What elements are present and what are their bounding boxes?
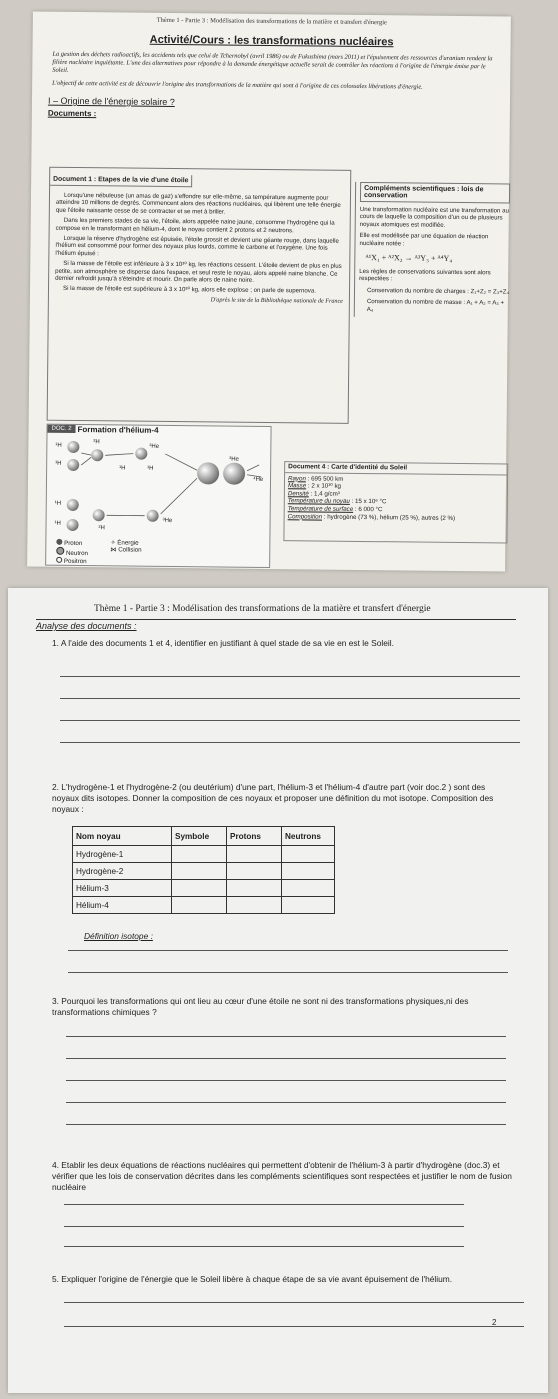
answer-line[interactable] — [66, 1102, 506, 1103]
collision-icon: ⋈ — [110, 546, 117, 554]
page-2 — [8, 588, 548, 1393]
table-row — [73, 846, 335, 863]
question-4: 4. Etablir les deux équations de réactions nucléaires qui permettent d'obtenir de l'hélium-3 à partir d'hydrogène (doc.3) et vérifier que les lois de conservation décrites dans les compléments scientifiques sont respectées et justifier le nom de fusion nucléaire — [52, 1160, 512, 1192]
table-row — [73, 863, 335, 880]
nucleus-name-cell: Hélium-4 — [73, 897, 172, 914]
doc1-paragraph: Si la masse de l'étoile est supérieure à 3 x 10³⁰ kg, alors elle explose ; on parle de supernova. — [62, 285, 316, 295]
nucleus-label: ¹H — [54, 520, 61, 527]
answer-line[interactable] — [66, 1124, 506, 1125]
answer-line[interactable] — [60, 742, 520, 743]
nucleus-label: ¹H — [55, 460, 62, 467]
answer-line[interactable] — [64, 1302, 524, 1303]
intro-paragraph: La gestion des déchets radioactifs, les accidents tels que celui de Tchernobyl (avril 1986) ou de Fukushima (mars 2011) et l'épuisement des ressources d'uranium rendent la filière nucléaire inquiétante. L'une des alternatives pour répondre à la demande énergétique actuelle serait de contrôler les réactions à l'origine de l'énergie émise par le Soleil. — [52, 50, 493, 74]
nuclear-equation: ᴬ¹X₁ + ᴬ²X₂ → ᴬ³Y₃ + ᴬ⁴Y₄ — [365, 253, 453, 263]
table-row — [73, 880, 335, 897]
isotope-table — [72, 826, 335, 914]
doc1-paragraph: Dans les premiers stades de sa vie, l'étoile, alors appelée naine jaune, consomme l'hydrogène qui la compose en le transformant en hélium-4, dont le noyau contient 2 protons et 2 neutrons. — [55, 217, 335, 234]
document-4-box — [283, 461, 508, 543]
answer-line[interactable] — [68, 950, 508, 951]
nucleus-label: ¹H — [119, 465, 126, 472]
definition-label: Définition isotope : — [84, 931, 153, 941]
nucleus-label: ¹H — [147, 465, 154, 472]
document-1-box — [47, 167, 352, 424]
legend-energy: Énergie — [117, 539, 139, 547]
doc1-paragraph: Lorsqu'une nébuleuse (un amas de gaz) s'effondre sur elle-même, sa température augmente pour atteindre 10 millions de degrés. Commencent alors des réactions nucléaires, qui libèrent une telle énergie que l'étoile naissante cesse de se contracter et se met à briller. — [55, 191, 341, 216]
doc4-row: Rayon : 695 500 km — [288, 474, 344, 483]
header-divider — [36, 619, 516, 620]
section-title: I – Origine de l'énergie solaire ? — [47, 95, 175, 108]
question-5: 5. Expliquer l'origine de l'énergie que le Soleil libère à chaque étape de sa vie avant épuisement de l'hélium. — [52, 1274, 453, 1284]
objective-paragraph: L'objectif de cette activité est de découvrir l'origine des transformations de la matière qui sont à l'origine de ces colossales libérations d'énergie. — [52, 79, 423, 91]
nucleus-name-cell: Hélium-3 — [73, 880, 172, 897]
nucleus-label: ³He — [162, 517, 173, 524]
complements-box — [354, 182, 510, 319]
nucleus-label: ¹H — [55, 442, 62, 449]
neutrons-cell[interactable] — [282, 897, 335, 914]
answer-line[interactable] — [68, 972, 508, 973]
document-1-title: Document 1 : Etapes de la vie d'une étoile — [50, 174, 192, 187]
nucleus-name-cell: Hydrogène-2 — [73, 863, 172, 880]
analysis-title: Analyse des documents : — [36, 621, 137, 631]
legend-collision: Collision — [118, 546, 142, 554]
answer-line[interactable] — [64, 1204, 464, 1205]
doc2-tag: DOC. 2 — [48, 425, 76, 433]
page-title: Activité/Cours : les transformations nucléaires — [149, 33, 394, 49]
nucleus-label: ³He — [149, 443, 160, 450]
nucleus-label: ²H — [98, 525, 105, 532]
nucleus-name-cell: Hydrogène-1 — [73, 846, 172, 863]
answer-line[interactable] — [60, 698, 520, 699]
question-3: 3. Pourquoi les transformations qui ont lieu au cœur d'une étoile ne sont ni des transformations physiques,ni des transformations chimiques ? — [52, 996, 469, 1017]
column-header: Nom noyau — [73, 827, 172, 846]
doc4-row: Température de surface : 6 000 °C — [287, 505, 383, 514]
neutrons-cell[interactable] — [282, 880, 335, 897]
question-1: 1. A l'aide des documents 1 et 4, identifier en justifiant à quel stade de sa vie en est le Soleil. — [52, 638, 394, 648]
legend-proton: Proton — [64, 539, 83, 548]
page-header: Thème 1 - Partie 3 : Modélisation des transformations de la matière et transfert d'énergie — [156, 16, 387, 27]
doc1-paragraph: Si la masse de l'étoile est inférieure à 3 x 10³⁰ kg, les réactions cessent. L'étoile devient de plus en plus petite, son atmosphère se disperse dans l'espace, et seul reste le noyau, alors appelé naine blanche. Ce dernier refroidit jusqu'à s'éteindre et mourir. On parle alors de naine noire. — [55, 260, 342, 284]
conservation-rule: Conservation du nombre de masse : A₁ + A₂ = A₃ + A₄ — [366, 298, 505, 313]
question-2: 2. L'hydrogène-1 et l'hydrogène-2 (ou deutérium) d'une part, l'hélium-3 et l'hélium-4 d'autre part (voir doc.2 ) sont des noyaux dits isotopes. Donner la composition de ces noyaux et proposer une définition du mot isotope. Composition des noyaux : — [52, 782, 494, 814]
answer-line[interactable] — [66, 1058, 506, 1059]
answer-line[interactable] — [64, 1246, 464, 1247]
column-header: Symbole — [172, 827, 227, 846]
neutrons-cell[interactable] — [282, 863, 335, 880]
protons-cell[interactable] — [227, 897, 282, 914]
conservation-rule: Conservation du nombre de charges : Z₁+Z₂ = Z₃+Z₄ — [366, 286, 510, 296]
nucleus-label: ³He — [229, 456, 239, 463]
column-header: Protons — [227, 827, 282, 846]
complements-title: Compléments scientifiques : lois de conservation — [360, 182, 510, 204]
column-header: Neutrons — [282, 827, 335, 846]
protons-cell[interactable] — [227, 880, 282, 897]
answer-line[interactable] — [64, 1326, 524, 1327]
legend-positron: Positron — [63, 557, 87, 566]
doc4-title: Document 4 : Carte d'identité du Soleil — [285, 462, 507, 475]
doc1-source: D'après le site de la Bibliothèque nationale de France — [210, 297, 343, 305]
symbol-cell[interactable] — [172, 863, 227, 880]
legend-neutron: Neutron — [65, 549, 89, 558]
nucleus-label: ²H — [93, 439, 100, 446]
nucleus-label: ¹H — [54, 500, 62, 507]
symbol-cell[interactable] — [172, 880, 227, 897]
answer-line[interactable] — [66, 1036, 506, 1037]
doc4-row: Densité : 1,4 g/cm³ — [287, 489, 340, 498]
doc1-paragraph: Lorsque la réserve d'hydrogène est épuisée, l'étoile grossit et devient une géante rouge, dans laquelle l'hélium est consommé pour former des noyaux plus lourds, comme le carbone et l'oxygène. Une fois l'hélium épuisé : — [55, 234, 339, 258]
answer-line[interactable] — [66, 1080, 506, 1081]
documents-label: Documents : — [47, 108, 97, 119]
energy-icon: ✧ — [110, 539, 116, 547]
answer-line[interactable] — [64, 1226, 464, 1227]
page-1 — [27, 12, 511, 572]
doc4-row: Composition : hydrogène (73 %), hélium (25 %), autres (2 %) — [287, 512, 456, 522]
doc4-row: Température du noyau : 15 x 10⁶ °C — [287, 497, 387, 506]
answer-line[interactable] — [60, 676, 520, 677]
symbol-cell[interactable] — [172, 846, 227, 863]
symbol-cell[interactable] — [172, 897, 227, 914]
page-header: Thème 1 - Partie 3 : Modélisation des transformations de la matière et transfert d'énergie — [94, 604, 431, 614]
complements-text: Les règles de conservations suivantes sont alors respectées : — [359, 267, 491, 283]
doc2-title: Formation d'hélium-4 — [77, 425, 159, 435]
answer-line[interactable] — [60, 720, 520, 721]
doc4-row: Masse : 2 x 10³⁰ kg — [287, 482, 342, 490]
document-2-diagram — [45, 424, 271, 568]
complements-text: Elle est modélisée par une équation de réaction nucléaire notée : — [359, 232, 489, 248]
nucleus-label: ⁴He — [252, 476, 264, 483]
protons-cell[interactable] — [227, 863, 282, 880]
table-row — [73, 897, 335, 914]
complements-text: Une transformation nucléaire est une transformation au cours de laquelle la composition d'un ou de plusieurs noyaux atomiques est modifiée. — [359, 205, 509, 229]
protons-cell[interactable] — [227, 846, 282, 863]
neutrons-cell[interactable] — [282, 846, 335, 863]
page-number: 2 — [492, 1318, 497, 1327]
